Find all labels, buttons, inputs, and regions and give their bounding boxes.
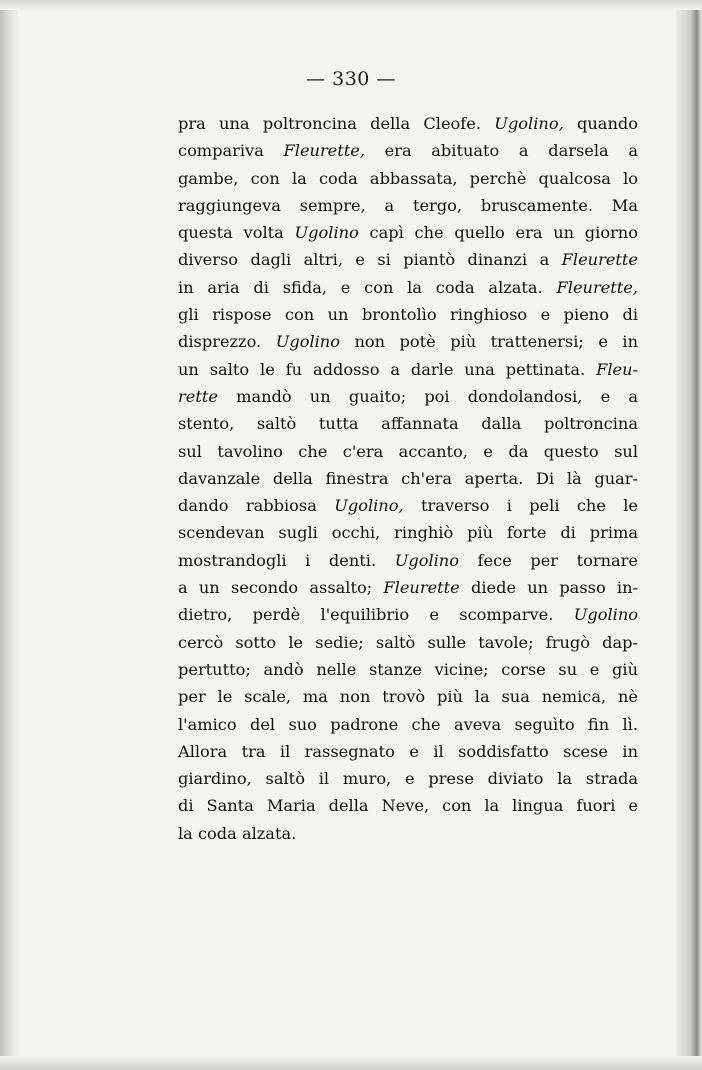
italic-name: Ugolino [294,223,359,243]
text-segment: gli rispose con un brontolìo ringhioso e pieno di [178,305,638,325]
text-line [178,738,638,765]
text-segment: dietro, perdè l'equilibrio e scomparve. [178,605,574,625]
italic-name: Ugolino, [494,114,564,133]
text-segment: scendevan sugli occhi, ringhiò più forte di prima [178,523,638,543]
text-line [178,683,638,710]
text-line [178,492,638,519]
italic-name: Ugolino [275,332,340,352]
page-left-edge [0,0,18,1070]
text-segment: questa volta [178,223,295,243]
page-top-edge [0,0,702,10]
italic-name: Fleurette [383,578,460,598]
text-segment: stento, saltò tutta affannata dalla poltroncina [178,414,638,434]
text-segment: Allora tra il rassegnato e il soddisfatto scese in [178,741,638,761]
body-text [178,110,638,847]
text-line [178,629,638,656]
text-line [178,246,638,273]
italic-name: Ugolino [394,550,459,570]
text-segment: per le scale, ma non trovò più la sua nemica, nè [178,687,638,707]
text-line [178,656,638,683]
text-segment: raggiungeva sempre, a tergo, bruscamente. Ma [178,195,638,215]
text-segment: l'amico del suo padrone che aveva seguìto fin lì. [178,714,638,734]
text-line [178,137,638,164]
text-segment: era abituato a darsela a [365,141,638,161]
text-segment: in aria di sfida, e con la coda alzata. [178,277,557,297]
italic-name: Fleurette, [283,141,365,161]
text-line [178,301,638,328]
text-segment: pra una poltroncina della Cleofe. [178,114,495,133]
text-line [178,110,638,137]
text-segment: diede un passo in- [459,578,638,598]
text-segment: cercò sotto le sedie; saltò sulle tavole; frugò dap- [178,632,638,652]
text-line [178,219,638,246]
italic-name: Ugolino, [334,496,404,516]
italic-name: Fleurette [561,250,638,270]
text-segment: mandò un guaito; poi dondolandosi, e a [217,386,638,406]
text-segment: diverso dagli altri, e si piantò dinanzi a [178,250,562,270]
text-line [178,574,638,601]
text-segment: capì che quello era un giorno [358,223,638,243]
text-line [178,820,638,847]
text-line [178,792,638,819]
text-segment: quando [563,114,638,133]
text-line [178,274,638,301]
text-segment: sul tavolino che c'era accanto, e da questo sul [178,441,638,461]
text-segment: pertutto; andò nelle stanze vicine; corse su e giù [178,659,638,679]
page-bottom-edge [0,1056,702,1070]
text-line [178,192,638,219]
text-line [178,519,638,546]
text-line [178,711,638,738]
text-segment: disprezzo. [178,332,276,352]
text-segment: fece per tornare [458,550,639,570]
text-line [178,547,638,574]
text-segment: davanzale della finestra ch'era aperta. Di là guar- [178,468,638,488]
text-line [178,465,638,492]
text-segment: gambe, con la coda abbassata, perchè qualcosa lo [178,168,638,188]
page-right-edge [676,0,702,1070]
text-segment: mostrandogli i denti. [178,550,395,570]
text-segment: dando rabbiosa [178,496,335,516]
text-line [178,765,638,792]
text-segment: un salto le fu addosso a darle una pettinata. [178,359,597,379]
text-segment: di Santa Maria della Neve, con la lingua fuori e [178,796,638,816]
text-line [178,438,638,465]
text-line [178,410,638,437]
text-line [178,601,638,628]
italic-name: Fleu- [596,359,638,379]
text-segment: a un secondo assalto; [178,578,384,598]
text-line [178,328,638,355]
page-number-header: — 330 — [306,68,396,90]
text-segment: traverso i peli che le [403,496,638,516]
text-segment: giardino, saltò il muro, e prese diviato la strada [178,769,638,789]
text-segment: compariva [178,141,284,161]
text-line [178,356,638,383]
italic-name: Ugolino [573,605,638,625]
italic-name: rette [178,386,218,406]
italic-name: Fleurette, [556,277,638,297]
text-segment: la coda alzata. [178,823,297,843]
text-line [178,383,638,410]
text-segment: non potè più trattenersi; e in [339,332,638,352]
text-line [178,165,638,192]
